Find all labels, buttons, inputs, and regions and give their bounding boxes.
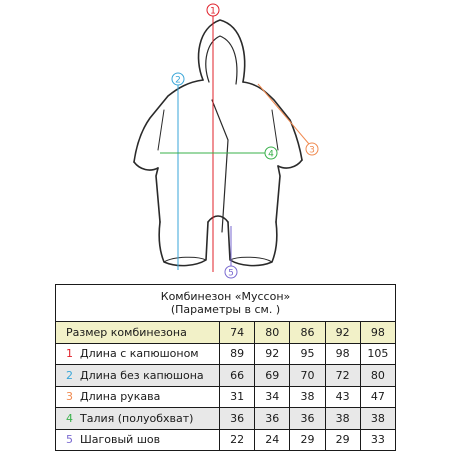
measure-2-line — [172, 73, 184, 270]
table-cell: 38 — [290, 386, 325, 408]
svg-text:5: 5 — [228, 268, 234, 279]
row-label-text: Длина без капюшона — [80, 368, 204, 382]
svg-text:4: 4 — [268, 149, 274, 160]
table-cell: 29 — [290, 429, 325, 451]
table-cell: 24 — [255, 429, 290, 451]
table-cell: 34 — [255, 386, 290, 408]
row-label-text: Длина рукава — [80, 390, 161, 404]
row-number: 4 — [66, 411, 73, 425]
row-number: 1 — [66, 347, 73, 361]
table-cell: 105 — [360, 343, 395, 365]
table-row — [56, 365, 396, 387]
table-header-row — [56, 322, 396, 344]
table-cell: 98 — [325, 343, 360, 365]
table-cell: 66 — [220, 365, 255, 387]
row-number: 5 — [66, 433, 73, 447]
measure-5-line — [225, 226, 237, 279]
table-cell: 31 — [220, 386, 255, 408]
size-header: 98 — [360, 322, 395, 344]
table-cell: 80 — [360, 365, 395, 387]
size-table — [55, 284, 396, 451]
table-cell: 36 — [290, 408, 325, 430]
table-title-text: Комбинезон «Муссон» — [160, 289, 291, 303]
measure-3-line — [258, 84, 318, 156]
row-label — [56, 408, 220, 430]
table-title-row — [56, 285, 396, 322]
table-cell: 69 — [255, 365, 290, 387]
table-cell: 47 — [360, 386, 395, 408]
table-title — [56, 285, 396, 322]
row-label-text: Шаговый шов — [80, 433, 161, 447]
table-row — [56, 408, 396, 430]
table-cell: 43 — [325, 386, 360, 408]
table-cell: 36 — [220, 408, 255, 430]
table-cell: 38 — [325, 408, 360, 430]
table-row — [56, 386, 396, 408]
jumpsuit-outline — [134, 20, 302, 266]
row-label — [56, 429, 220, 451]
table-cell: 29 — [325, 429, 360, 451]
measure-1-line — [207, 4, 219, 272]
svg-text:1: 1 — [210, 6, 216, 17]
size-header: 74 — [220, 322, 255, 344]
table-cell: 33 — [360, 429, 395, 451]
table-cell: 72 — [325, 365, 360, 387]
row-label — [56, 343, 220, 365]
table-cell: 92 — [255, 343, 290, 365]
table-subtitle-text: (Параметры в см. ) — [170, 303, 281, 316]
row-label — [56, 386, 220, 408]
svg-text:3: 3 — [309, 145, 315, 156]
table-cell: 36 — [255, 408, 290, 430]
table-cell: 95 — [290, 343, 325, 365]
row-number: 2 — [66, 368, 73, 382]
table-row — [56, 343, 396, 365]
row-number: 3 — [66, 390, 73, 404]
row-label-text: Длина с капюшоном — [80, 347, 199, 361]
table-cell: 38 — [360, 408, 395, 430]
table-cell: 89 — [220, 343, 255, 365]
table-cell: 22 — [220, 429, 255, 451]
size-header: 80 — [255, 322, 290, 344]
row-label-text: Талия (полуобхват) — [80, 411, 194, 425]
row-label — [56, 365, 220, 387]
size-header: 92 — [325, 322, 360, 344]
svg-text:2: 2 — [175, 75, 181, 86]
header-label: Размер комбинезона — [56, 322, 220, 344]
table-cell: 70 — [290, 365, 325, 387]
size-header: 86 — [290, 322, 325, 344]
table-row — [56, 429, 396, 451]
